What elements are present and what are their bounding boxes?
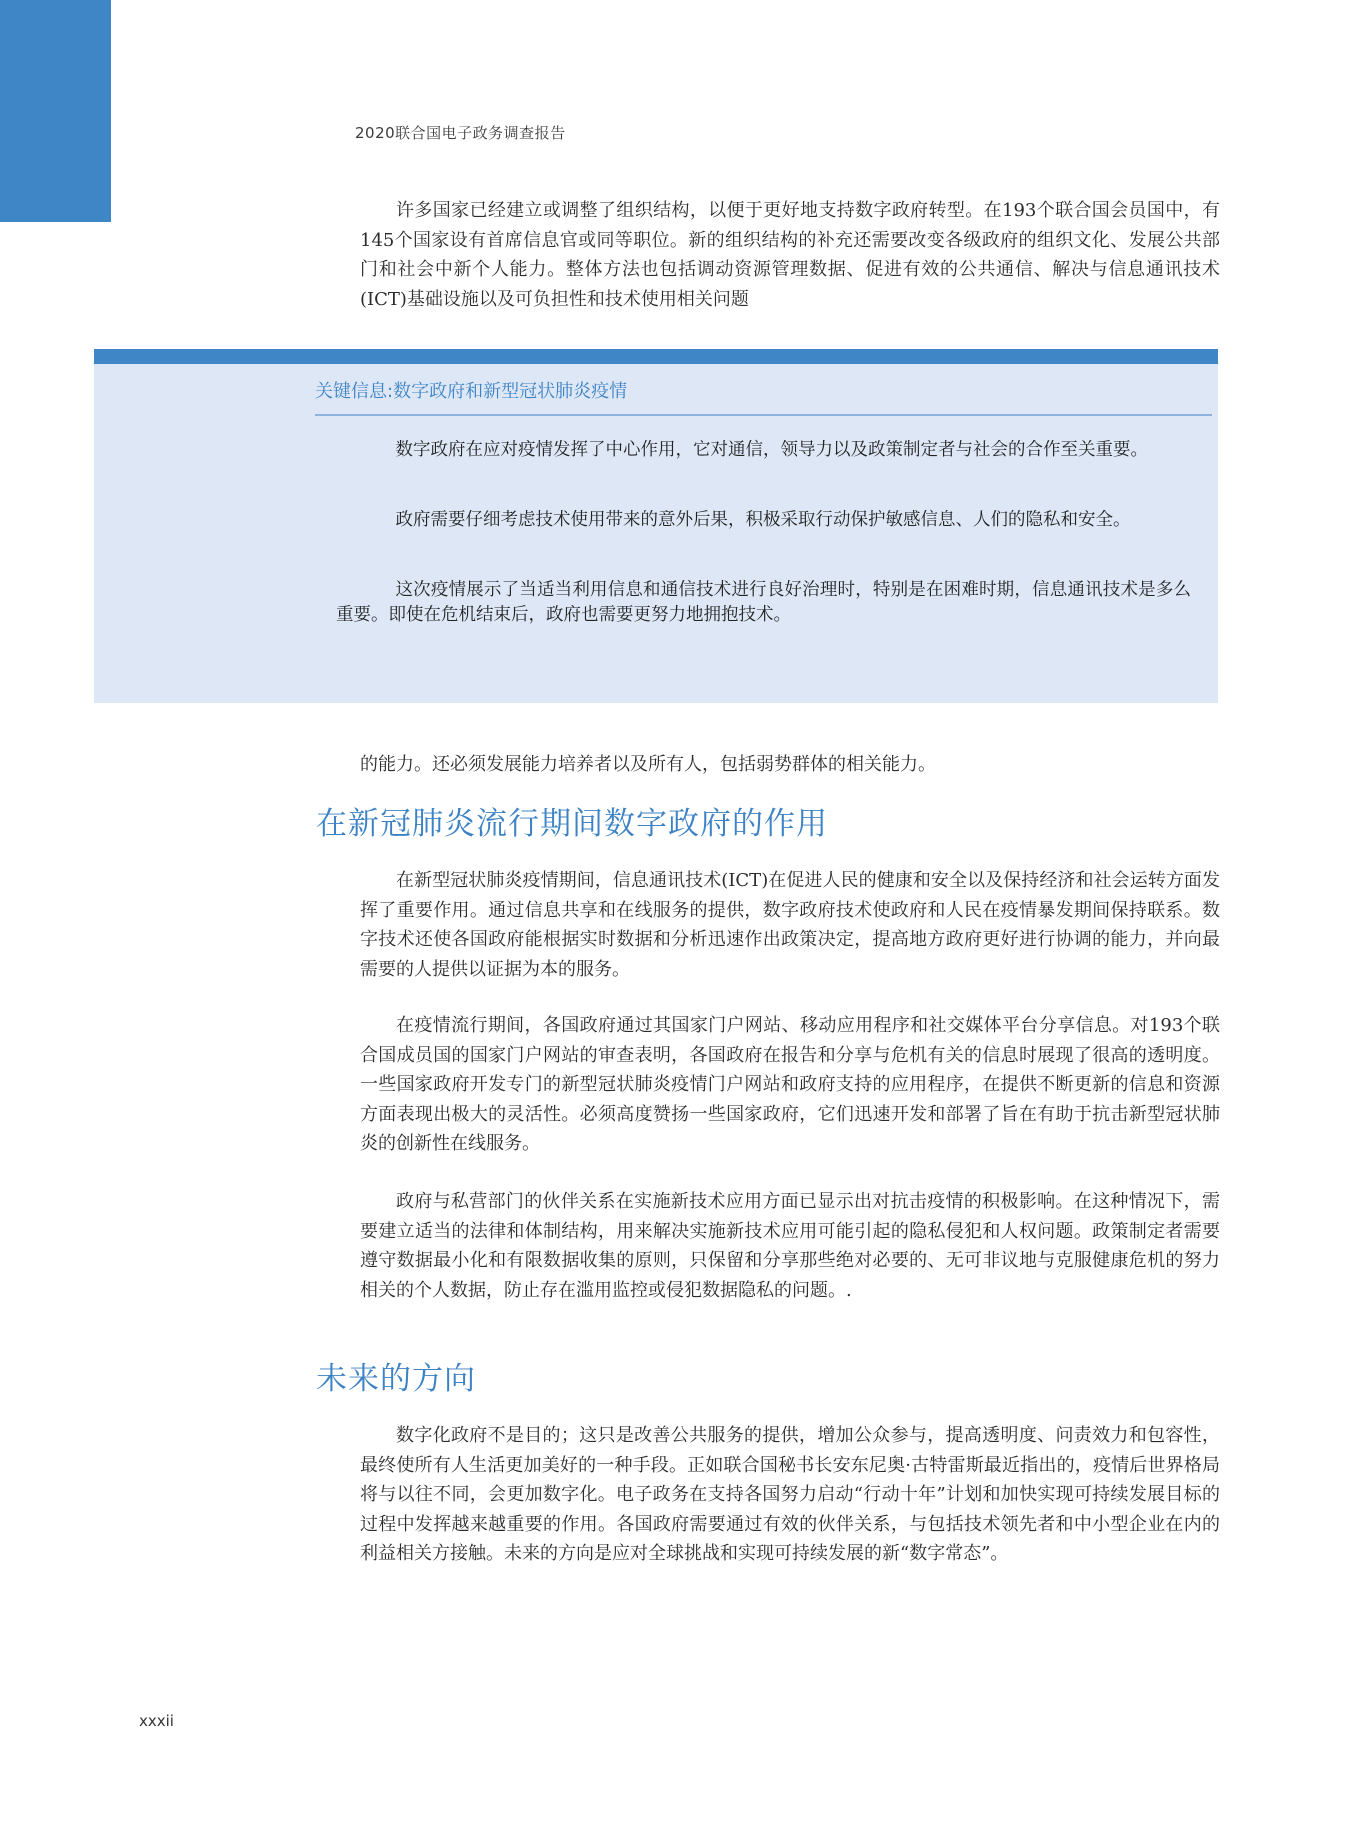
corner-color-block bbox=[0, 0, 111, 222]
continuation-paragraph: 的能力。还必须发展能力培养者以及所有人，包括弱势群体的相关能力。 bbox=[360, 754, 936, 775]
key-box-top-bar bbox=[94, 349, 1218, 364]
section-heading-future: 未来的方向 bbox=[316, 1361, 476, 1397]
key-messages-box bbox=[94, 349, 1218, 703]
key-box-divider bbox=[315, 414, 1212, 416]
section-heading-covid: 在新冠肺炎流行期间数字政府的作用 bbox=[316, 806, 828, 842]
body-paragraph: 在新型冠状肺炎疫情期间，信息通讯技术(ICT)在促进人民的健康和安全以及保持经济和社会运转方面发挥了重要作用。通过信息共享和在线服务的提供，数字政府技术使政府和人民在疫情暴发期间保持联系。数字技术还使各国政府能根据实时数据和分析迅速作出政策决定，提高地方政府更好进行协调的能力，并向最需要的人提供以证据为本的服务。 bbox=[360, 870, 1220, 980]
intro-paragraph: 许多国家已经建立或调整了组织结构，以便于更好地支持数字政府转型。在193个联合国会员国中，有145个国家设有首席信息官或同等职位。新的组织结构的补充还需要改变各级政府的组织文化、发展公共部门和社会中新个人能力。整体方法也包括调动资源管理数据、促进有效的公共通信、解决与信息通讯技术(ICT)基础设施以及可负担性和技术使用相关问题 bbox=[360, 200, 1220, 310]
running-header: 2020联合国电子政务调查报告 bbox=[355, 124, 566, 142]
body-paragraph: 数字化政府不是目的；这只是改善公共服务的提供，增加公众参与，提高透明度、问责效力和包容性，最终使所有人生活更加美好的一种手段。正如联合国秘书长安东尼奥·古特雷斯最近指出的，疫情后世界格局将与以往不同，会更加数字化。电子政务在支持各国努力启动“行动十年”计划和加快实现可持续发展目标的过程中发挥越来越重要的作用。各国政府需要通过有效的伙伴关系，与包括技术领先者和中小型企业在内的利益相关方接触。未来的方向是应对全球挑战和实现可持续发展的新“数字常态”。 bbox=[360, 1425, 1220, 1564]
page-number: xxxii bbox=[139, 1712, 174, 1730]
key-box-paragraph: 数字政府在应对疫情发挥了中心作用，它对通信，领导力以及政策制定者与社会的合作至关重要。 bbox=[395, 440, 1148, 460]
key-box-title: 关键信息:数字政府和新型冠状肺炎疫情 bbox=[315, 381, 628, 402]
body-paragraph: 在疫情流行期间，各国政府通过其国家门户网站、移动应用程序和社交媒体平台分享信息。对193个联合国成员国的国家门户网站的审查表明，各国政府在报告和分享与危机有关的信息时展现了很高的透明度。一些国家政府开发专门的新型冠状肺炎疫情门户网站和政府支持的应用程序，在提供不断更新的信息和资源方面表现出极大的灵活性。必须高度赞扬一些国家政府，它们迅速开发和部署了旨在有助于抗击新型冠状肺炎的创新性在线服务。 bbox=[360, 1015, 1220, 1154]
key-box-paragraph: 政府需要仔细考虑技术使用带来的意外后果，积极采取行动保护敏感信息、人们的隐私和安全。 bbox=[395, 510, 1131, 530]
body-paragraph: 政府与私营部门的伙伴关系在实施新技术应用方面已显示出对抗击疫情的积极影响。在这种情况下，需要建立适当的法律和体制结构，用来解决实施新技术应用可能引起的隐私侵犯和人权问题。政策制定者需要遵守数据最小化和有限数据收集的原则，只保留和分享那些绝对必要的、无可非议地与克服健康危机的努力相关的个人数据，防止存在滥用监控或侵犯数据隐私的问题。. bbox=[360, 1191, 1220, 1301]
key-box-paragraph: 这次疫情展示了当适当利用信息和通信技术进行良好治理时，特别是在困难时期，信息通讯技术是多么重要。即使在危机结束后，政府也需要更努力地拥抱技术。 bbox=[336, 580, 1191, 625]
